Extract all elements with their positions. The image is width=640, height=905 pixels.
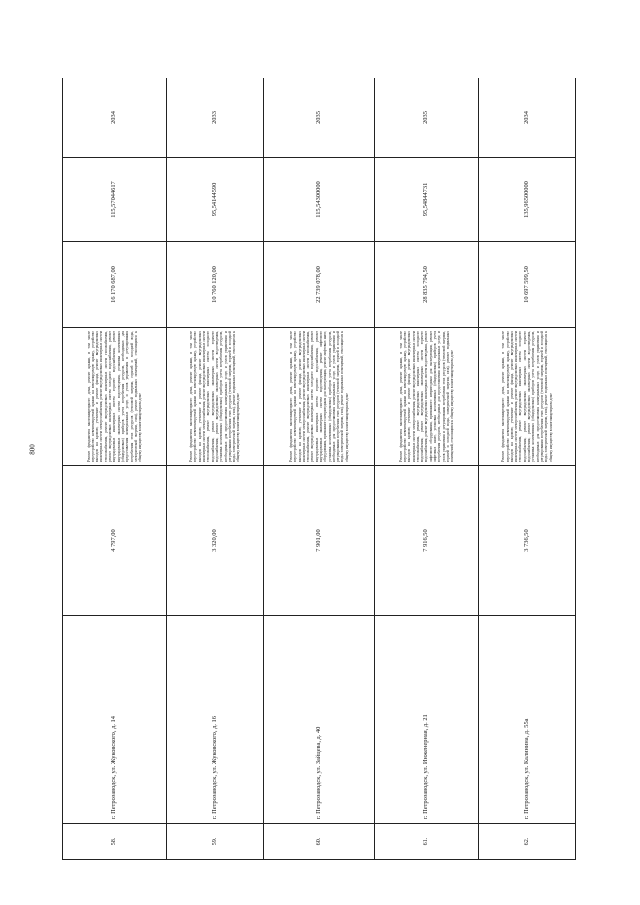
row-works: Ремонт фундамента многоквартирного дома, ремонт крыши, в том числе переустройство невентилируемой крыши на вентилируемую крышу, устройство выходов на кровлю, утепление и ремонт фасада, ремонт внутридомовых инженерных систем электроснабжения, ремонт внутридомовых инженерных систем теплоснабжения, ремонт внутридомовых инженерных систем холодного водоснабжения, ремонт внутридомовых инженерных систем горячего водоснабжения, ремонт внутридомовых инженерных систем водоотведения, ремонт лифтового оборудования, признанного непригодным для эксплуатации, ремонт лифтовых шахт, установка коллективных (общедомовых) приборов учета потребления ресурсов, необходимых для предоставления коммунальных услуг, и узлов управления и регулирования потребления этих ресурсов (тепловой энергии, горячей и холодной воды, электрической энергии, газа), ремонт подвальных помещений, относящихся к общему имуществу в многоквартирном доме: [375, 328, 479, 466]
row-year: 2033: [167, 78, 264, 158]
row-cost: 10 697 599,50: [479, 242, 576, 328]
table-row: [63, 78, 167, 860]
row-area: 3 320,00: [167, 466, 264, 616]
table-row: [167, 78, 264, 860]
row-address: г. Петрозаводск, ул. Зайцева, д. 40: [263, 616, 374, 824]
row-works: Ремонт фундамента многоквартирного дома, ремонт крыши, в том числе переустройство невентилируемой крыши на вентилируемую крышу, устройство выходов на кровлю, утепление и ремонт фасада, ремонт внутридомовых инженерных систем электроснабжения, ремонт внутридомовых инженерных систем теплоснабжения, ремонт внутридомовых инженерных систем газоснабжения, ремонт внутридомовых инженерных систем холодного водоснабжения, ремонт внутридомовых инженерных систем горячего водоснабжения, ремонт внутридомовых инженерных систем водоотведения, ремонт лифтового оборудования, признанного непригодным для эксплуатации, ремонт лифтовых шахт, установка коллективных (общедомовых) приборов учета потребления ресурсов, необходимых для предоставления коммунальных услуг, и узлов управления и регулирования потребления этих ресурсов (тепловой энергии, горячей и холодной воды, электрической энергии, газа), ремонт подвальных помещений, относящихся к общему имуществу в многоквартирном доме: [263, 328, 374, 466]
page-number: 800: [28, 444, 37, 455]
row-rate: 95,54844731: [375, 158, 479, 242]
row-works: Ремонт фундамента многоквартирного дома, ремонт крыши, в том числе переустройство невентилируемой крыши на вентилируемую крышу, устройство выходов на кровлю, утепление и ремонт фасада, ремонт внутридомовых инженерных систем электроснабжения, ремонт внутридомовых инженерных систем теплоснабжения, ремонт внутридомовых инженерных систем газоснабжения, ремонт внутридомовых инженерных систем холодного водоснабжения, ремонт внутридомовых инженерных систем горячего водоснабжения, ремонт внутридомовых инженерных систем водоотведения, установка коллективных (общедомовых) приборов учета потребления ресурсов, необходимых для предоставления коммунальных услуг, и узлов управления и регулирования потребления этих ресурсов (тепловой энергии, горячей и холодной воды, электрической энергии, газа), ремонт подвальных помещений, относящихся к общему имуществу в многоквартирном доме: [63, 328, 167, 466]
row-cost: 16 170 687,00: [63, 242, 167, 328]
row-number: 61.: [375, 824, 479, 860]
row-area: 7 916,50: [375, 466, 479, 616]
row-works: Ремонт фундамента многоквартирного дома, ремонт крыши, в том числе переустройство невентилируемой крыши на вентилируемую крышу, устройство выходов на кровлю, утепление и ремонт фасада, ремонт внутридомовых инженерных систем электроснабжения, ремонт внутридомовых инженерных систем теплоснабжения, ремонт внутридомовых инженерных систем холодного водоснабжения, ремонт внутридомовых инженерных систем горячего водоснабжения, ремонт внутридомовых инженерных систем водоотведения, установка коллективных (общедомовых) приборов учета потребления ресурсов, необходимых для предоставления коммунальных услуг, и узлов управления и регулирования потребления этих ресурсов (тепловой энергии, горячей и холодной воды, электрической энергии, газа), ремонт подвальных помещений, относящихся к общему имуществу в многоквартирном доме: [479, 328, 576, 466]
row-year: 2035: [263, 78, 374, 158]
row-area: 4 797,00: [63, 466, 167, 616]
row-address: г. Петрозаводск, ул. Жуковского, д. 16: [167, 616, 264, 824]
table-row: [479, 78, 576, 860]
table-row: [263, 78, 374, 860]
row-cost: 22 739 078,00: [263, 242, 374, 328]
row-cost: 10 760 120,00: [167, 242, 264, 328]
row-rate: 115,54300000: [263, 158, 374, 242]
table-row: [375, 78, 479, 860]
row-area: 7 901,00: [263, 466, 374, 616]
row-address: г. Петрозаводск, ул. Жуковского, д. 14: [63, 616, 167, 824]
row-year: 2034: [479, 78, 576, 158]
row-rate: 135,96500000: [479, 158, 576, 242]
row-works: Ремонт фундамента многоквартирного дома, ремонт крыши, в том числе переустройство невентилируемой крыши на вентилируемую крышу, устройство выходов на кровлю, утепление и ремонт фасада, ремонт внутридомовых инженерных систем электроснабжения, ремонт внутридомовых инженерных систем теплоснабжения, ремонт внутридомовых инженерных систем холодного водоснабжения, ремонт внутридомовых инженерных систем горячего водоснабжения, ремонт внутридомовых инженерных систем водоотведения, установка коллективных (общедомовых) приборов учета потребления ресурсов, необходимых для предоставления коммунальных услуг, и узлов управления и регулирования потребления этих ресурсов (тепловой энергии, горячей и холодной воды, электрической энергии, газа), ремонт подвальных помещений, относящихся к общему имуществу в многоквартирном доме: [167, 328, 264, 466]
row-address: г. Петрозаводск, ул. Инженерная, д. 21: [375, 616, 479, 824]
row-cost: 28 835 794,50: [375, 242, 479, 328]
row-year: 2035: [375, 78, 479, 158]
row-area: 3 736,50: [479, 466, 576, 616]
row-number: 60.: [263, 824, 374, 860]
row-number: 59.: [167, 824, 264, 860]
row-rate: 115,57044617: [63, 158, 167, 242]
table-container: [62, 78, 576, 860]
row-address: г. Петрозаводск, ул. Калинина, д. 55а: [479, 616, 576, 824]
row-year: 2034: [63, 78, 167, 158]
rotated-table-wrapper: [62, 78, 576, 860]
row-rate: 95,54144590: [167, 158, 264, 242]
row-number: 62.: [479, 824, 576, 860]
row-number: 58.: [63, 824, 167, 860]
repair-program-table: [62, 78, 576, 860]
